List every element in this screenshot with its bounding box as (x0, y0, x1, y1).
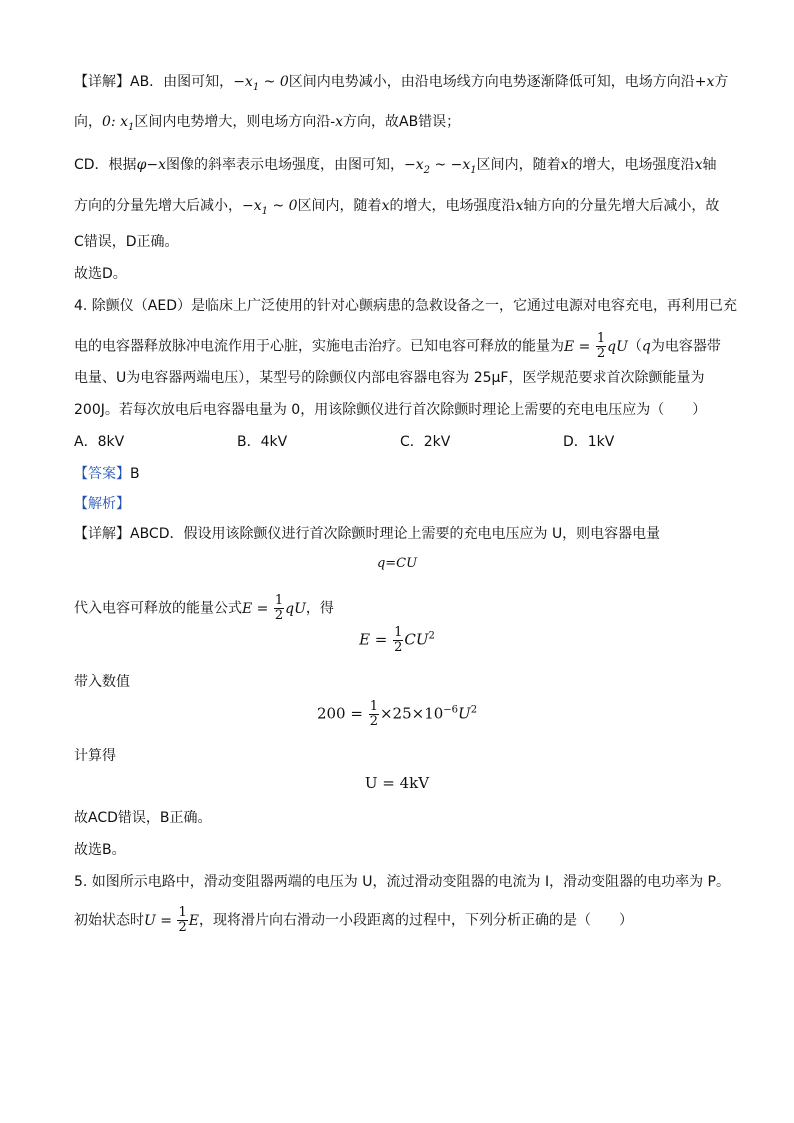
detail-line-4: 方向的分量先增大后减小，$-x_1$ ~ 0区间内，随着x的增大，电场强度沿x轴方向的分量先增大后减小，故 (74, 198, 720, 217)
formula-energy: E = $\frac{1}{2}$ qU (564, 331, 628, 361)
q5-stem-line-2: 初始状态时U = $\frac{1}{2}$ E，现将滑片向右滑动一小段距离的过程中，下列分析正确的是（ ） (74, 905, 633, 935)
q4-detail-line-1: 【详解】ABCD．假设用该除颤仪进行首次除颤时理论上需要的充电电压应为 U，则电容器电量 (74, 526, 661, 542)
q4-analysis-tag: 【解析】 (74, 496, 130, 512)
option-a: A．8kV (74, 434, 125, 450)
q4-stem-line-4: 200J。若每次放电后电容器电量为 0，用该除颤仪进行首次除颤时理论上需要的充电电压应为（ ） (74, 402, 707, 418)
q4-detail-line-5: 故ACD错误，B正确。 (74, 810, 212, 826)
detail-line-2: 向，0: $x_1$区间内电势增大，则电场方向沿-x方向，故AB错误； (74, 114, 461, 133)
q4-detail-line-3: 带入数值 (74, 674, 130, 690)
math-plus-x: +x (694, 74, 715, 90)
option-b: B．4kV (237, 434, 288, 450)
detail-line-1: 【详解】AB．由图可知，$-x_1$ ~ 0区间内电势减小，由沿电场线方向电势逐渐降低可知，电场方向沿+x方 (74, 74, 729, 93)
q4-detail-line-4: 计算得 (74, 748, 116, 764)
answer-tag: 【答案】 (74, 466, 130, 482)
detail-line-5: C错误，D正确。 (74, 234, 179, 250)
answer-value: B (130, 466, 140, 482)
math-neg-x1-to-0-b: $-x_1$ ~ 0 (242, 198, 298, 217)
q4-detail-line-2: 代入电容可释放的能量公式E = $\frac{1}{2}$ qU，得 (74, 593, 334, 623)
q4-options (74, 432, 726, 452)
math-neg-x2-to-neg-x1: $-x_2$ ~ $-x_1$ (404, 157, 477, 176)
equation-e-half-cu2: E = $\frac{1}{2}$ $CU^2$ (359, 625, 435, 655)
q4-stem-line-1: 4. 除颤仪（AED）是临床上广泛使用的针对心颤病患的急救设备之一，它通过电源对电容充电，再利用已充 (74, 298, 738, 314)
formula-u-half-e: U = $\frac{1}{2}$ E (144, 905, 199, 935)
math-0-to-x1: 0: $x_1$ (102, 114, 135, 133)
equation-substitute: 200 = $\frac{1}{2}$ $\times 25\times 10^{-6}U^2$ (316, 699, 478, 729)
detail-line-3: CD．根据φ−x图像的斜率表示电场强度，由图可知，$-x_2$ ~ $-x_1$区间内，随着x的增大，电场强度沿x轴 (74, 157, 717, 176)
detail-conclusion: 故选D。 (74, 266, 127, 282)
math-neg-x1-to-0: $-x_1$ ~ 0 (233, 74, 289, 93)
q4-answer (74, 464, 140, 484)
detail-tag: 【详解】 (74, 74, 130, 90)
math-phi-x: φ−x (136, 157, 166, 173)
formula-energy-inline: E = $\frac{1}{2}$ qU (242, 593, 306, 623)
q4-conclusion: 故选B。 (74, 842, 126, 858)
q4-stem-line-2: 电的电容器释放脉冲电流作用于心脏，实施电击治疗。已知电容可释放的能量为E = $\frac{1}{2}$ qU（q为电容器带 (74, 331, 721, 361)
equation-result: U = 4kV (364, 774, 430, 792)
q5-stem-line-1: 5. 如图所示电路中，滑动变阻器两端的电压为 U，流过滑动变阻器的电流为 I，滑动变阻器的电功率为 P。 (74, 874, 730, 890)
option-c: C．2kV (400, 434, 451, 450)
option-d: D．1kV (563, 434, 615, 450)
equation-q-cu: q=CU (376, 556, 418, 571)
q4-stem-line-3: 电量、U为电容器两端电压），某型号的除颤仪内部电容器电容为 25μF，医学规范要求首次除颤能量为 (74, 370, 705, 386)
math-minus-x: -x (330, 114, 343, 130)
